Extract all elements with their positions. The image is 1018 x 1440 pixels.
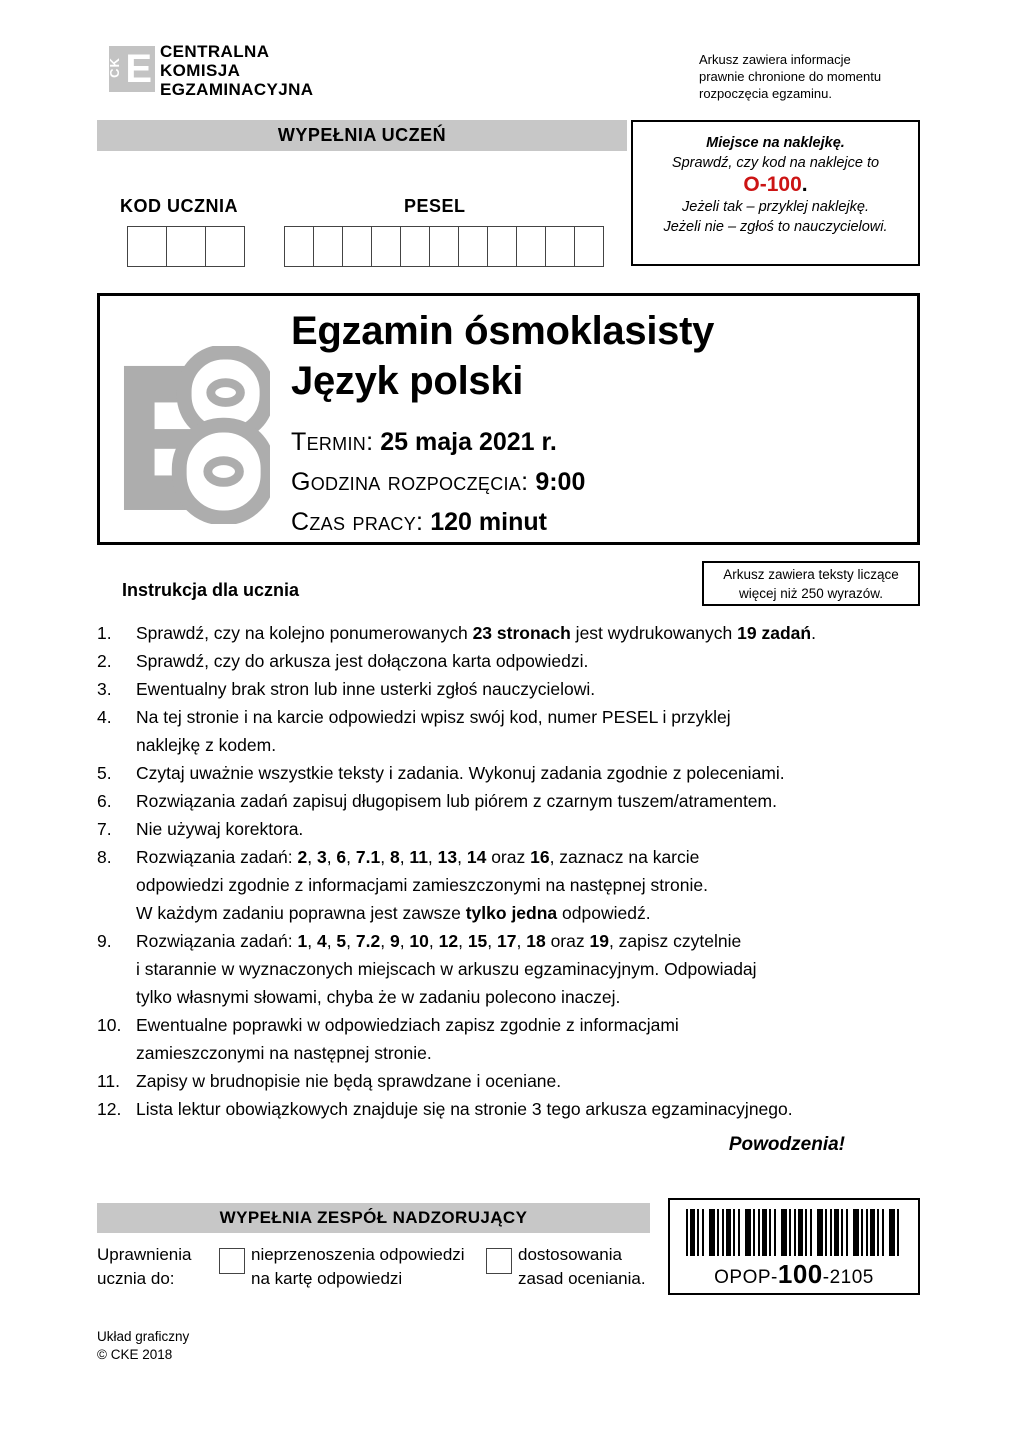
instruction-item-11 (97, 1067, 901, 1095)
kod-cell[interactable] (166, 226, 206, 267)
pesel-cell[interactable] (284, 226, 314, 267)
instruction-text: Czytaj uważnie wszystkie teksty i zadania. Wykonuj zadania zgodnie z poleceniami. (136, 763, 785, 783)
instructions-list (97, 619, 901, 1123)
note-line: więcej niż 250 wyrazów. (738, 586, 884, 601)
sticker-placement-box (631, 120, 920, 266)
exam-duration-value: 120 minut (430, 508, 547, 536)
instruction-text: Rozwiązania zadań zapisuj długopisem lub piórem z czarnym tuszem/atramentem. (136, 791, 777, 811)
legal-notice (699, 51, 881, 102)
exam-duration-row (291, 502, 585, 542)
cke-logo-e-text: E (125, 47, 152, 91)
instruction-text: Na tej stronie i na karcie odpowiedzi wpisz swój kod, numer PESEL i przyklej naklejkę z kodem. (136, 707, 731, 755)
instruction-text: Rozwiązania zadań: 1, 4, 5, 7.2, 9, 10, 12, 15, 17, 18 oraz 19, zapisz czytelnie i starannie w wyznaczonych miejscach w arkuszu egzaminacyjnym. Odpowiadaj tylko własnymi słowami, chyba że w zadaniu polecono inaczej. (136, 931, 757, 1007)
kod-cell[interactable] (127, 226, 167, 267)
sticker-code-line (633, 173, 918, 197)
instruction-number: 8. (97, 847, 112, 867)
instruction-number: 7. (97, 819, 112, 839)
instructions-heading: Instrukcja dla ucznia (122, 580, 300, 600)
instruction-item-3 (97, 675, 901, 703)
rights-line: ucznia do: (97, 1269, 175, 1288)
checkbox-no-transfer-label: nieprzenoszenia odpowiedzi na kartę odpowiedzi (251, 1245, 465, 1288)
instruction-number: 2. (97, 651, 112, 671)
checkbox-no-transfer-answers[interactable] (219, 1248, 245, 1274)
legal-line: rozpoczęcia egzaminu. (699, 86, 832, 101)
instruction-number: 4. (97, 707, 112, 727)
copyright-footer (97, 1328, 189, 1364)
student-code-cells (127, 226, 245, 267)
cke-logo (106, 46, 155, 92)
instruction-item-6 (97, 787, 901, 815)
instruction-item-4 (97, 703, 901, 759)
supervisor-section-header: WYPEŁNIA ZESPÓŁ NADZORUJĄCY (97, 1203, 650, 1233)
checkbox-adjusted-grading-label: dostosowania zasad oceniania. (518, 1245, 646, 1288)
pesel-cell[interactable] (487, 226, 517, 267)
organization-name (160, 42, 314, 99)
instruction-number: 6. (97, 791, 112, 811)
instruction-item-2 (97, 647, 901, 675)
exam-date-value: 25 maja 2021 r. (380, 428, 557, 456)
legal-line: prawnie chronione do momentu (699, 69, 882, 84)
pesel-cell[interactable] (429, 226, 459, 267)
pesel-cell[interactable] (371, 226, 401, 267)
pesel-cell[interactable] (342, 226, 372, 267)
exam-start-time-label: Godzina rozpoczęcia: (291, 468, 529, 496)
note-line: Arkusz zawiera teksty liczące (723, 567, 899, 582)
instruction-item-10 (97, 1011, 901, 1067)
rights-line: Uprawnienia (97, 1245, 192, 1264)
e8-logo-icon (122, 346, 270, 524)
instruction-item-1 (97, 619, 901, 647)
instruction-text: Sprawdź, czy na kolejno ponumerowanych 23 stronach jest wydrukowanych 19 zadań. (136, 623, 816, 643)
barcode-suffix: -2105 (822, 1267, 874, 1288)
footer-line: Układ graficzny (97, 1329, 190, 1344)
instruction-number: 12. (97, 1099, 122, 1119)
pesel-label: PESEL (404, 196, 466, 216)
checkbox-adjusted-grading[interactable] (486, 1248, 512, 1274)
cke-logo-ck-text: CK (106, 57, 122, 78)
instruction-number: 9. (97, 931, 112, 951)
sticker-code: O-100 (743, 173, 802, 196)
org-line: CENTRALNA (160, 42, 270, 61)
sticker-yes-line: Jeżeli tak – przyklej naklejkę. (682, 199, 869, 215)
barcode-box (668, 1198, 920, 1295)
sticker-title: Miejsce na naklejkę. (706, 135, 845, 151)
student-section-header: WYPEŁNIA UCZEŃ (97, 120, 627, 151)
kod-cell[interactable] (205, 226, 245, 267)
legal-line: Arkusz zawiera informacje (699, 52, 851, 67)
instruction-item-5 (97, 759, 901, 787)
student-code-label: KOD UCZNIA (120, 196, 238, 216)
pesel-cell[interactable] (516, 226, 546, 267)
instruction-number: 5. (97, 763, 112, 783)
instruction-text: Nie używaj korektora. (136, 819, 304, 839)
exam-title (291, 306, 714, 406)
exam-start-time-row (291, 462, 585, 502)
exam-date-label: Termin: (291, 428, 374, 456)
pesel-cell[interactable] (400, 226, 430, 267)
pesel-cell[interactable] (458, 226, 488, 267)
instruction-item-7 (97, 815, 901, 843)
pesel-cell[interactable] (545, 226, 575, 267)
instruction-number: 10. (97, 1015, 122, 1035)
sticker-check-line: Sprawdź, czy kod na naklejce to (671, 155, 880, 171)
exam-details (291, 422, 585, 542)
instruction-number: 1. (97, 623, 112, 643)
barcode-text (670, 1259, 918, 1290)
exam-duration-label: Czas pracy: (291, 508, 424, 536)
instruction-item-9 (97, 927, 901, 1011)
good-luck-text: Powodzenia! (728, 1134, 845, 1155)
instruction-text: Zapisy w brudnopisie nie będą sprawdzane i oceniane. (136, 1071, 562, 1091)
sticker-no-line: Jeżeli nie – zgłoś to nauczycielowi. (663, 219, 888, 235)
barcode-prefix: OPOP- (714, 1267, 778, 1288)
instruction-item-12 (97, 1095, 901, 1123)
exam-title-line1: Egzamin ósmoklasisty (291, 309, 715, 353)
barcode-icon (686, 1209, 902, 1256)
pesel-cell[interactable] (313, 226, 343, 267)
student-rights-label (97, 1243, 192, 1291)
instruction-item-8 (97, 843, 901, 927)
org-line: EGZAMINACYJNA (160, 80, 314, 99)
instruction-text: Ewentualne poprawki w odpowiedziach zapisz zgodnie z informacjami zamieszczonymi na następnej stronie. (136, 1015, 679, 1063)
instruction-text: Lista lektur obowiązkowych znajduje się na stronie 3 tego arkusza egzaminacyjnego. (136, 1099, 793, 1119)
barcode-code: 100 (777, 1259, 823, 1289)
footer-line: © CKE 2018 (97, 1347, 173, 1362)
instruction-text: Ewentualny brak stron lub inne usterki zgłoś nauczycielowi. (136, 679, 596, 699)
texts-word-count-note (702, 561, 920, 606)
instruction-text: Rozwiązania zadań: 2, 3, 6, 7.1, 8, 11, 13, 14 oraz 16, zaznacz na karcie odpowiedzi zgodnie z informacjami zamieszczonymi na następnej stronie. W każdym zadaniu poprawna jest zawsze tylko jedna odpowiedź. (136, 847, 708, 923)
instruction-text: Sprawdź, czy do arkusza jest dołączona karta odpowiedzi. (136, 651, 589, 671)
sticker-code-suffix: . (801, 173, 808, 196)
org-line: KOMISJA (160, 61, 241, 80)
exam-title-line2: Język polski (291, 359, 524, 403)
exam-date-row (291, 422, 585, 462)
instruction-number: 11. (97, 1071, 121, 1091)
exam-start-time-value: 9:00 (535, 468, 586, 496)
pesel-cells (284, 226, 604, 267)
pesel-cell[interactable] (574, 226, 604, 267)
instruction-number: 3. (97, 679, 112, 699)
exam-title-box (97, 293, 920, 545)
